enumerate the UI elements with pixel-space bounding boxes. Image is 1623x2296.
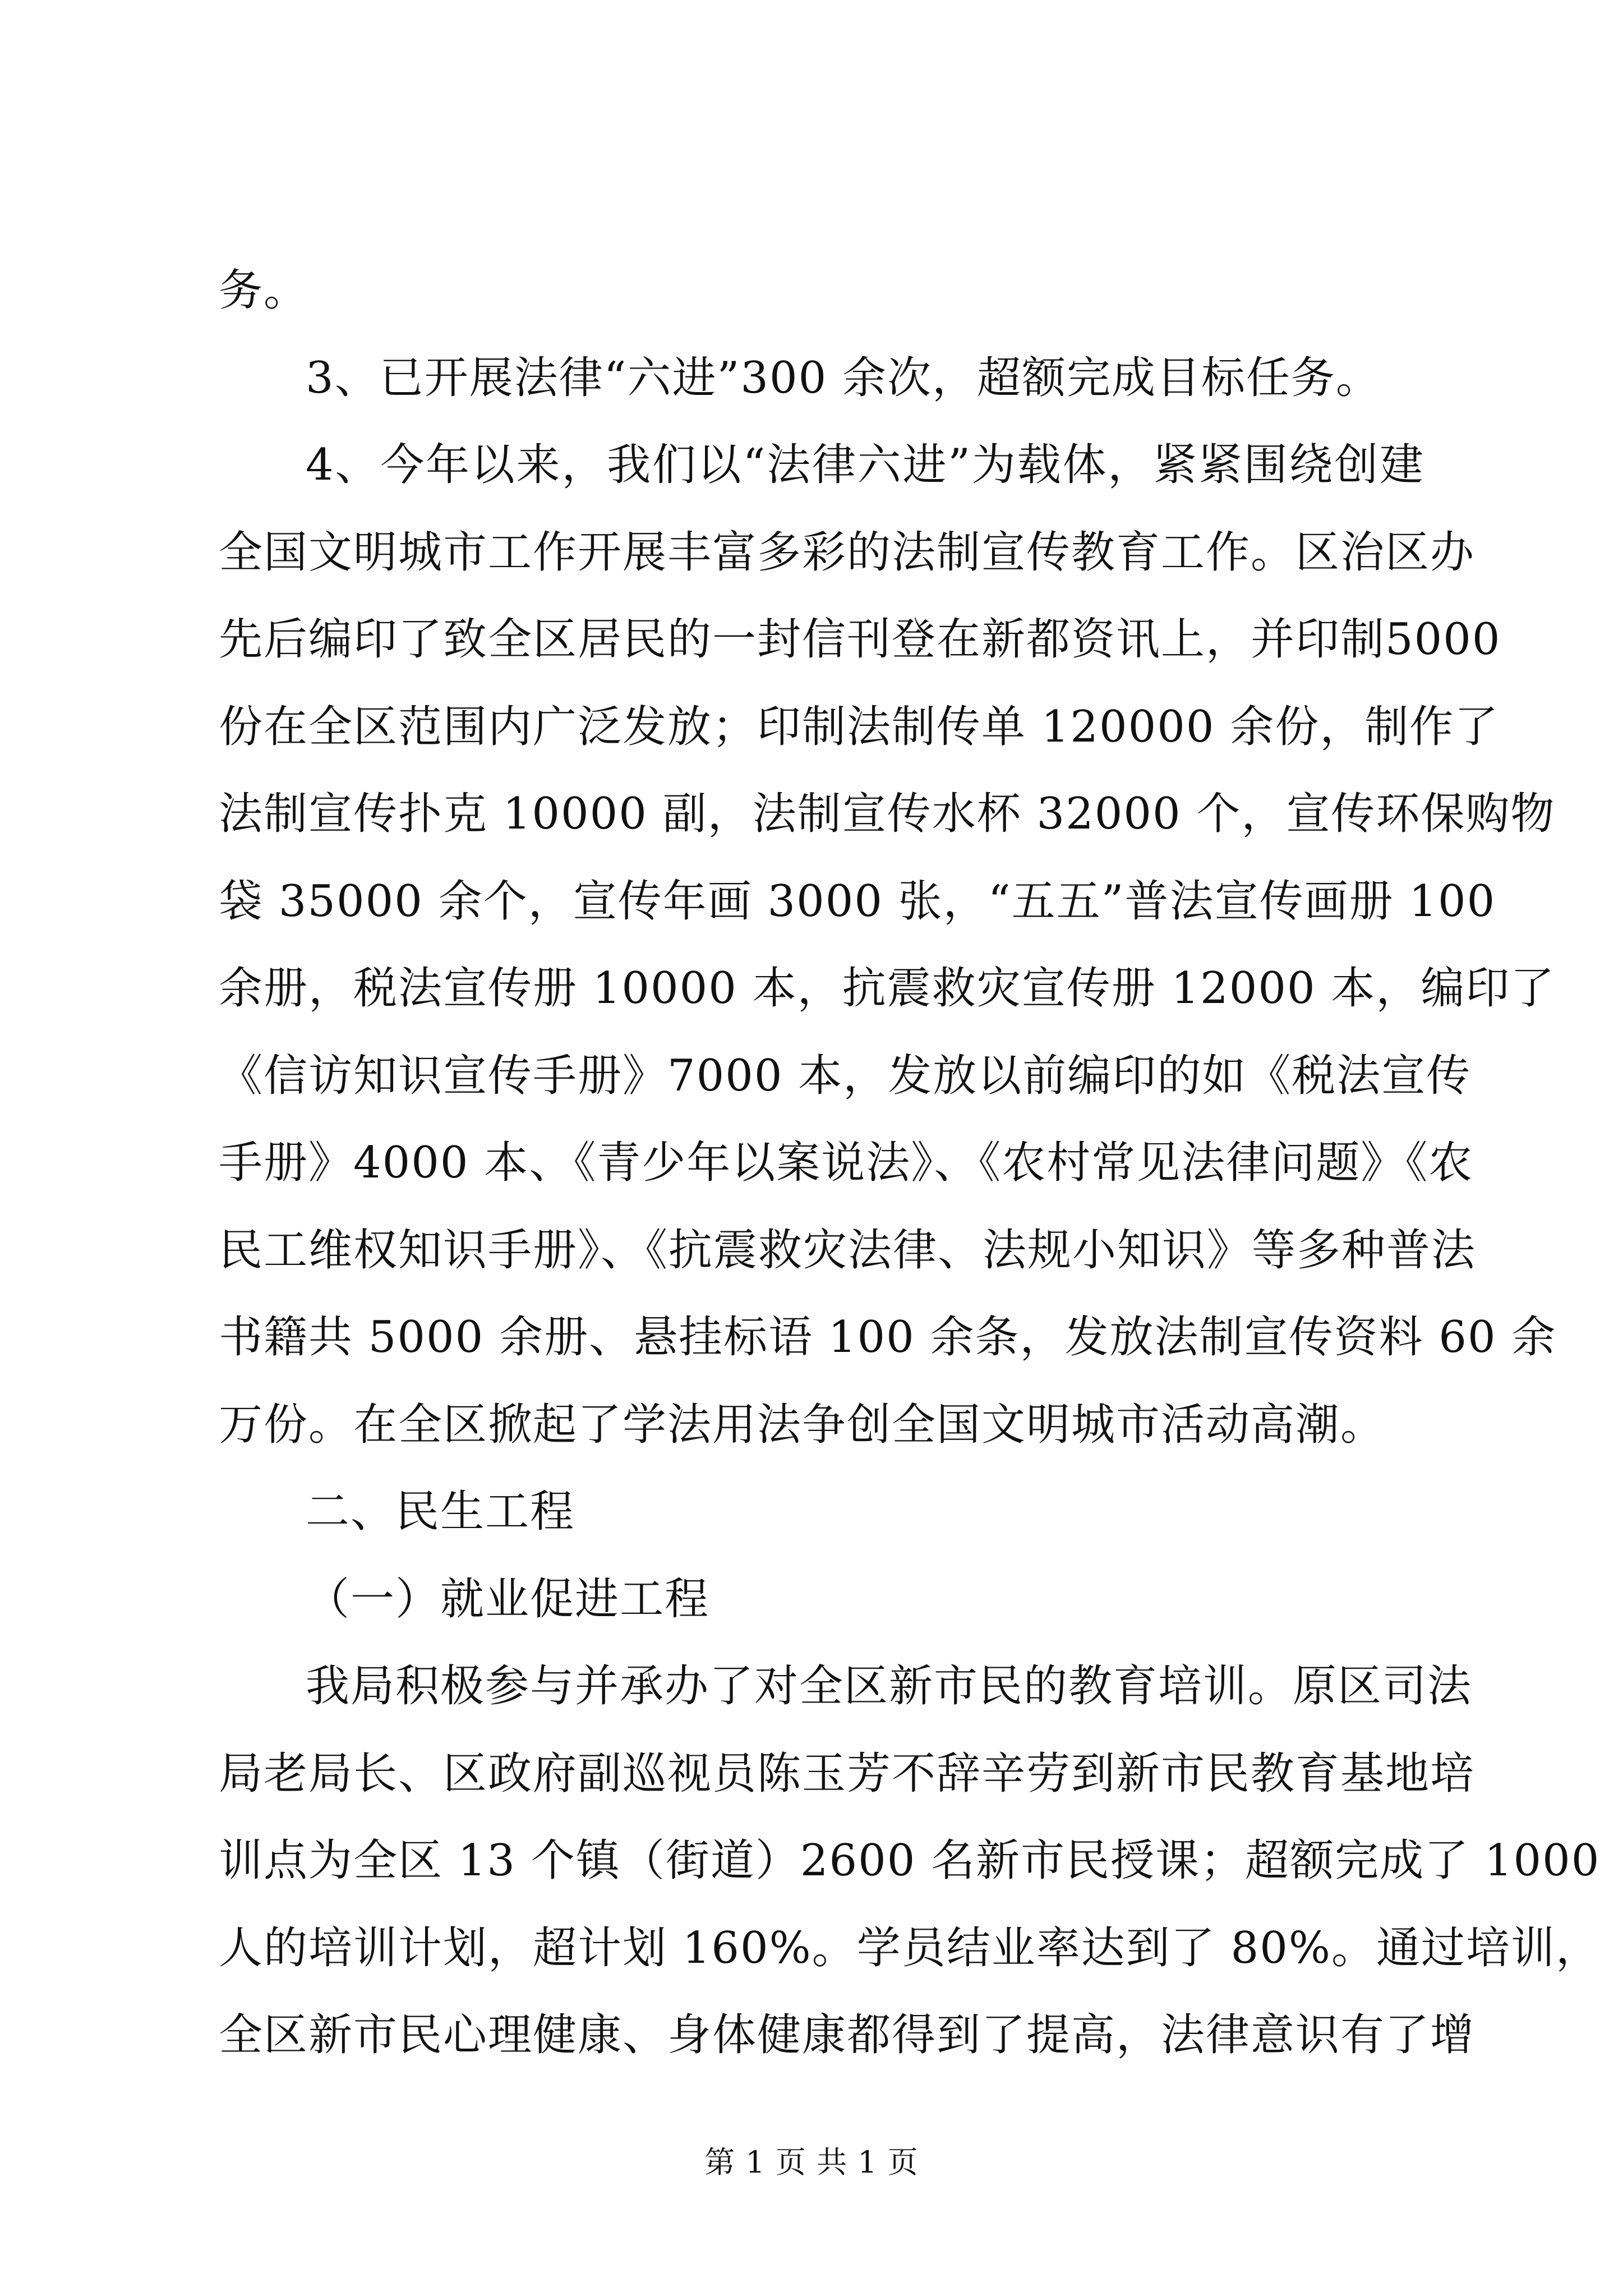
text-line: 人的培训计划，超计划 160%。学员结业率达到了 80%。通过培训，: [219, 1923, 1601, 1973]
page-footer: 第 1 页 共 1 页: [704, 2145, 919, 2180]
text-line: 手册》4000 本、《青少年以案说法》、《农村常见法律问题》《农: [219, 1138, 1474, 1188]
text-line: 《信访知识宣传手册》7000 本，发放以前编印的如《税法宣传: [219, 1051, 1472, 1101]
text-line: 余册，税法宣传册 10000 本，抗震救灾宣传册 12000 本，编印了: [219, 963, 1556, 1014]
text-line: 袋 35000 余个，宣传年画 3000 张，“五五”普法宣传画册 100: [219, 876, 1496, 927]
text-line: 务。: [219, 265, 309, 316]
section-heading: 二、民生工程: [306, 1487, 575, 1537]
text-line: 全区新市民心理健康、身体健康都得到了提高，法律意识有了增: [219, 2010, 1476, 2060]
text-line: 书籍共 5000 余册、悬挂标语 100 余条，发放法制宣传资料 60 余: [219, 1312, 1557, 1363]
text-line: 民工维权知识手册》、《抗震救灾法律、法规小知识》等多种普法: [219, 1225, 1477, 1276]
text-line: 我局积极参与并承办了对全区新市民的教育培训。原区司法: [306, 1661, 1473, 1711]
text-line: 先后编印了致全区居民的一封信刊登在新都资讯上，并印制5000: [219, 614, 1501, 665]
text-line: 训点为全区 13 个镇（街道）2600 名新市民授课；超额完成了 1000: [219, 1835, 1601, 1886]
text-line: 4、今年以来，我们以“法律六进”为载体，紧紧围绕创建: [306, 440, 1424, 490]
subsection-heading: （一）就业促进工程: [306, 1574, 710, 1625]
text-line: 全国文明城市工作开展丰富多彩的法制宣传教育工作。区治区办: [219, 527, 1476, 578]
text-line: 局老局长、区政府副巡视员陈玉芳不辞辛劳到新市民教育基地培: [219, 1749, 1476, 1799]
text-line: 法制宣传扑克 10000 副，法制宣传水杯 32000 个，宣传环保购物: [219, 789, 1556, 839]
text-line: 3、已开展法律“六进”300 余次，超额完成目标任务。: [306, 353, 1381, 403]
text-line: 份在全区范围内广泛发放；印制法制传单 120000 余份，制作了: [219, 702, 1500, 752]
text-line: 万份。在全区掀起了学法用法争创全国文明城市活动高潮。: [219, 1400, 1386, 1450]
